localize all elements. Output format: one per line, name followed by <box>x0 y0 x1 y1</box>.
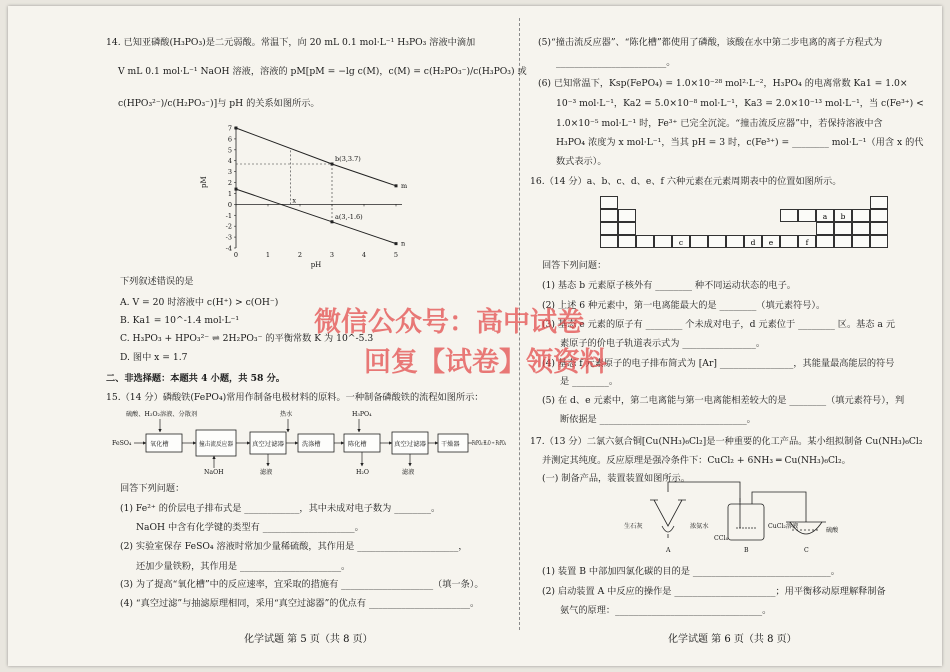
q17-sub1: (1) 装置 B 中部加四氯化碳的目的是 ______________________________。 <box>542 566 840 577</box>
y-tick-label: -3 <box>225 233 232 242</box>
q14-option-d: D. 图中 x = 1.7 <box>120 352 188 363</box>
flow-box-dryer-label: 干燥器 <box>441 441 460 448</box>
y-tick-label: 1 <box>227 189 232 198</box>
pt-cell <box>654 235 672 248</box>
label-b: B <box>744 547 749 554</box>
y-tick-label: 0 <box>227 200 232 209</box>
q16-sub3: (3) 基态 e 元素的原子有 ________ 个未成对电子，d 元素位于 ________ 区。基态 a 元 <box>542 319 896 330</box>
pt-cell <box>726 235 744 248</box>
flow-box-impact-reactor-label: 撞击流反应器 <box>199 441 237 448</box>
q15-sub1: (1) Fe²⁺ 的价层电子排布式是 ____________，其中未成对电子数为 ________。 <box>120 503 441 514</box>
q15-sub6-line1: (6) 已知常温下，Ksp(FePO₄) = 1.0×10⁻²⁸ mol²·L⁻²，H₃PO₄ 的电离常数 Ka1 = 1.0× <box>538 78 908 89</box>
flow-box-vacuum-filter-2-label: 真空过滤器 <box>394 441 425 448</box>
pm-ph-chart <box>196 120 416 270</box>
y-tick-label: -2 <box>225 222 232 231</box>
pt-cell <box>708 235 726 248</box>
label-ammonia: 浓氨水 <box>690 523 709 530</box>
q15-sub6-line4: H₃PO₄ 浓度为 x mol·L⁻¹，当其 pH = 3 时，c(Fe³⁺) = ________ mol·L⁻¹（用含 x 的代 <box>556 137 924 148</box>
q17-sub2: (2) 启动装置 A 中反应的操作是 ______________________；用平衡移动原理解释制备 <box>542 586 886 597</box>
flow-box-vacuum-filter-1 <box>250 432 286 454</box>
y-tick-label: 7 <box>227 124 232 133</box>
apparatus-diagram <box>620 482 856 560</box>
label-sulfuric-acid: 硫酸 <box>826 527 839 534</box>
pt-cell <box>852 235 870 248</box>
q17-part1: (一) 制备产品，装置装置如图所示。 <box>542 473 690 484</box>
q15-sub2b: 还加少量铁粉，其作用是 ______________________。 <box>136 561 351 572</box>
pt-cell <box>780 235 798 248</box>
pt-cell <box>798 209 816 222</box>
q16-sub3b: 素原子的价电子轨道表示式为 ________________。 <box>560 338 766 349</box>
chart-annotation: n <box>401 239 406 248</box>
series-point-m <box>395 184 398 187</box>
y-tick-label: 4 <box>227 157 232 166</box>
label-c: C <box>804 547 809 554</box>
x-tick-label: 1 <box>265 251 271 259</box>
q15-sub4: (4) “真空过滤”与抽滤原理相同，采用“真空过滤器”的优点有 ______________________。 <box>120 598 480 609</box>
q14-stem-line2: V mL 0.1 mol·L⁻¹ NaOH 溶液，溶液的 pM[pM = −lg c(M)，c(M) = c(H₂PO₃⁻)/c(H₃PO₃) 或 <box>118 66 527 77</box>
flow-box-vacuum-filter-2 <box>392 432 428 454</box>
q16-sub1: (1) 基态 b 元素原子核外有 ________ 种不同运动状态的电子。 <box>542 280 796 291</box>
q15-sub6-line2: 10⁻³ mol·L⁻¹，Ka2 = 5.0×10⁻⁸ mol·L⁻¹，Ka3 = 2.0×10⁻¹³ mol·L⁻¹，当 c(Fe³⁺) < <box>556 98 924 109</box>
pt-cell <box>834 235 852 248</box>
pt-cell <box>816 222 834 235</box>
flow-box-dryer <box>438 434 468 452</box>
x-tick-label: 3 <box>329 251 335 259</box>
pt-cell-f: f <box>798 235 816 248</box>
chart-annotation: x <box>292 196 297 205</box>
pt-cell <box>618 222 636 235</box>
q17-stem-line1: 17.（13 分）二氯六氨合铜[Cu(NH₃)₆Cl₂]是一种重要的化工产品。某小组拟制备 Cu(NH₃)₆Cl₂ <box>530 436 923 447</box>
flow-bottom-label-3: H₂O <box>356 469 369 476</box>
flow-diagram <box>112 406 506 476</box>
q15-sub6-line3: 1.0×10⁻⁵ mol·L⁻¹ 时，Fe³⁺ 已完全沉淀。“撞击流反应器”中，若保持溶液中含 <box>556 118 883 129</box>
flow-bottom-label-4: 滤液 <box>402 469 415 476</box>
chart-annotation: b(3,3.7) <box>335 155 361 163</box>
pt-cell-a: a <box>816 209 834 222</box>
q15-sub5b: ________________________。 <box>556 57 676 68</box>
q17-sub2b: 氨气的原理：________________________________。 <box>560 605 772 616</box>
y-tick-label: -4 <box>225 244 232 253</box>
pt-cell-b: b <box>834 209 852 222</box>
flow-box-impact-reactor <box>196 430 236 456</box>
q16-sub4b: 是 ________。 <box>560 376 619 387</box>
pt-cell <box>690 235 708 248</box>
q14-option-c: C. H₃PO₃ + HPO₃²⁻ ⇌ 2H₂PO₃⁻ 的平衡常数 K 为 10^-5.3 <box>120 333 374 344</box>
q15-sub5: (5)“撞击流反应器”、“陈化槽”都使用了磷酸，该酸在水中第二步电离的离子方程式为 <box>538 37 883 48</box>
q14-stem-line3: c(HPO₃²⁻)/c(H₂PO₃⁻)]与 pH 的关系如图所示。 <box>118 98 320 109</box>
pt-cell-d: d <box>744 235 762 248</box>
y-tick-label: 2 <box>227 179 232 188</box>
pt-cell <box>816 235 834 248</box>
pt-cell <box>870 222 888 235</box>
pt-cell <box>600 235 618 248</box>
q15-sub2: (2) 实验室保存 FeSO₄ 溶液时常加少量稀硫酸，其作用是 ______________________， <box>120 541 468 552</box>
flow-start: FeSO₄ <box>112 440 132 447</box>
q16-sub4: (4) 基态 f 元素原子的电子排布简式为 [Ar] ________________，其能量最高能层的符号 <box>542 358 895 369</box>
flow-box-oxidation-label: 氧化槽 <box>150 441 169 448</box>
x-axis-label: pH <box>310 261 322 269</box>
flow-bottom-label-2: 滤液 <box>260 469 273 476</box>
y-axis-label: pM <box>200 176 208 188</box>
pt-cell <box>600 209 618 222</box>
q16-stem: 16.（14 分）a、b、c、d、e、f 六种元素在元素周期表中的位置如图所示。 <box>530 176 842 187</box>
pt-cell <box>636 235 654 248</box>
y-tick-label: -1 <box>225 211 232 220</box>
footer-page-5: 化学试题 第 5 页（共 8 页） <box>244 634 373 645</box>
label-a: A <box>666 547 671 554</box>
q14-option-a: A. V = 20 时溶液中 c(H⁺) > c(OH⁻) <box>120 297 279 308</box>
x-tick-label: 4 <box>361 251 367 259</box>
y-tick-label: 3 <box>227 168 232 177</box>
pt-cell-e: e <box>762 235 780 248</box>
pt-cell <box>870 196 888 209</box>
exam-sheet <box>8 6 942 666</box>
series-line-m <box>236 128 396 186</box>
series-point-n <box>395 242 398 245</box>
q15-sub3: (3) 为了提高“氧化槽”中的反应速率，宜采取的措施有 ____________________（填一条）。 <box>120 579 484 590</box>
pt-cell-c: c <box>672 235 690 248</box>
footer-page-6: 化学试题 第 6 页（共 8 页） <box>668 634 797 645</box>
q17-stem-line2: 并测定其纯度。反应原理是强冷条件下：CuCl₂ + 6NH₃ ═ Cu(NH₃)₆Cl₂。 <box>542 455 851 466</box>
chart-annotation: m <box>401 181 408 190</box>
flow-box-wash-tank-label: 洗涤槽 <box>302 441 321 448</box>
q14-stem-line1: 14. 已知亚磷酸(H₃PO₃)是二元弱酸。常温下，向 20 mL 0.1 mol·L⁻¹ H₃PO₃ 溶液中滴加 <box>106 37 476 48</box>
pt-cell <box>870 209 888 222</box>
pt-cell <box>852 222 870 235</box>
flow-top-label-3: H₃PO₄ <box>352 411 372 418</box>
q16-sub5: (5) 在 d、e 元素中，第二电离能与第一电离能相差较大的是 ________（填元素符号），判 <box>542 395 905 406</box>
x-tick-label: 0 <box>233 251 239 259</box>
flow-box-wash-tank <box>298 434 334 452</box>
pt-cell <box>600 222 618 235</box>
pt-cell <box>618 235 636 248</box>
q16-sub5b: 断依据是 ________________________________。 <box>560 414 756 425</box>
pt-cell <box>780 209 798 222</box>
q16-intro: 回答下列问题： <box>542 260 607 271</box>
label-quicklime: 生石灰 <box>624 523 643 530</box>
flow-box-aging-tank-label: 陈化槽 <box>348 441 367 448</box>
q15-sub1b: NaOH 中含有化学键的类型有 ____________________。 <box>136 522 364 533</box>
pt-cell <box>618 209 636 222</box>
section-title: 二、非选择题：本题共 4 小题，共 58 分。 <box>106 373 285 384</box>
series-line-n <box>236 189 396 244</box>
q14-option-b: B. Ka1 = 10^-1.4 mol·L⁻¹ <box>120 315 240 326</box>
flow-top-label-2: 热水 <box>280 411 293 418</box>
flow-top-label-1: 硫酸、H₂O₂溶液、分散剂 <box>126 411 198 418</box>
watermark-line1: 微信公众号：高中试卷 <box>314 307 584 338</box>
q15-answer-intro: 回答下列问题： <box>120 483 185 494</box>
pt-cell <box>600 196 618 209</box>
flow-bottom-label-1: NaOH <box>204 469 224 476</box>
y-tick-label: 5 <box>227 146 232 155</box>
chart-annotation: a(3,-1.6) <box>335 212 363 221</box>
series-point-m <box>235 127 238 130</box>
watermark-line2: 回复【试卷】领资料 <box>364 347 607 378</box>
pt-cell <box>870 235 888 248</box>
flow-box-vacuum-filter-1-label: 真空过滤器 <box>252 441 283 448</box>
q15-sub6-line5: 数式表示）。 <box>556 156 607 167</box>
x-tick-label: 5 <box>393 251 399 259</box>
x-tick-label: 2 <box>297 251 303 259</box>
flow-box-oxidation <box>146 434 182 452</box>
y-tick-label: 6 <box>227 135 232 144</box>
q16-sub2: (2) 上述 6 种元素中，第一电离能最大的是 ________（填元素符号）。 <box>542 300 826 311</box>
label-cucl2: CuCl₂溶液 <box>768 523 799 530</box>
series-point-n <box>235 188 238 191</box>
flow-box-aging-tank <box>344 434 380 452</box>
q15-stem: 15.（14 分）磷酸铁(FePO₄)常用作制备电极材料的原料。一种制备磷酸铁的流程如图所示： <box>106 392 484 403</box>
q14-question: 下列叙述错误的是 <box>120 276 194 287</box>
pt-cell <box>834 222 852 235</box>
flow-end: FePO₄·H₂O → FePO₄ <box>472 440 507 447</box>
pt-cell <box>852 209 870 222</box>
label-ccl4: CCl₄ <box>714 535 728 542</box>
